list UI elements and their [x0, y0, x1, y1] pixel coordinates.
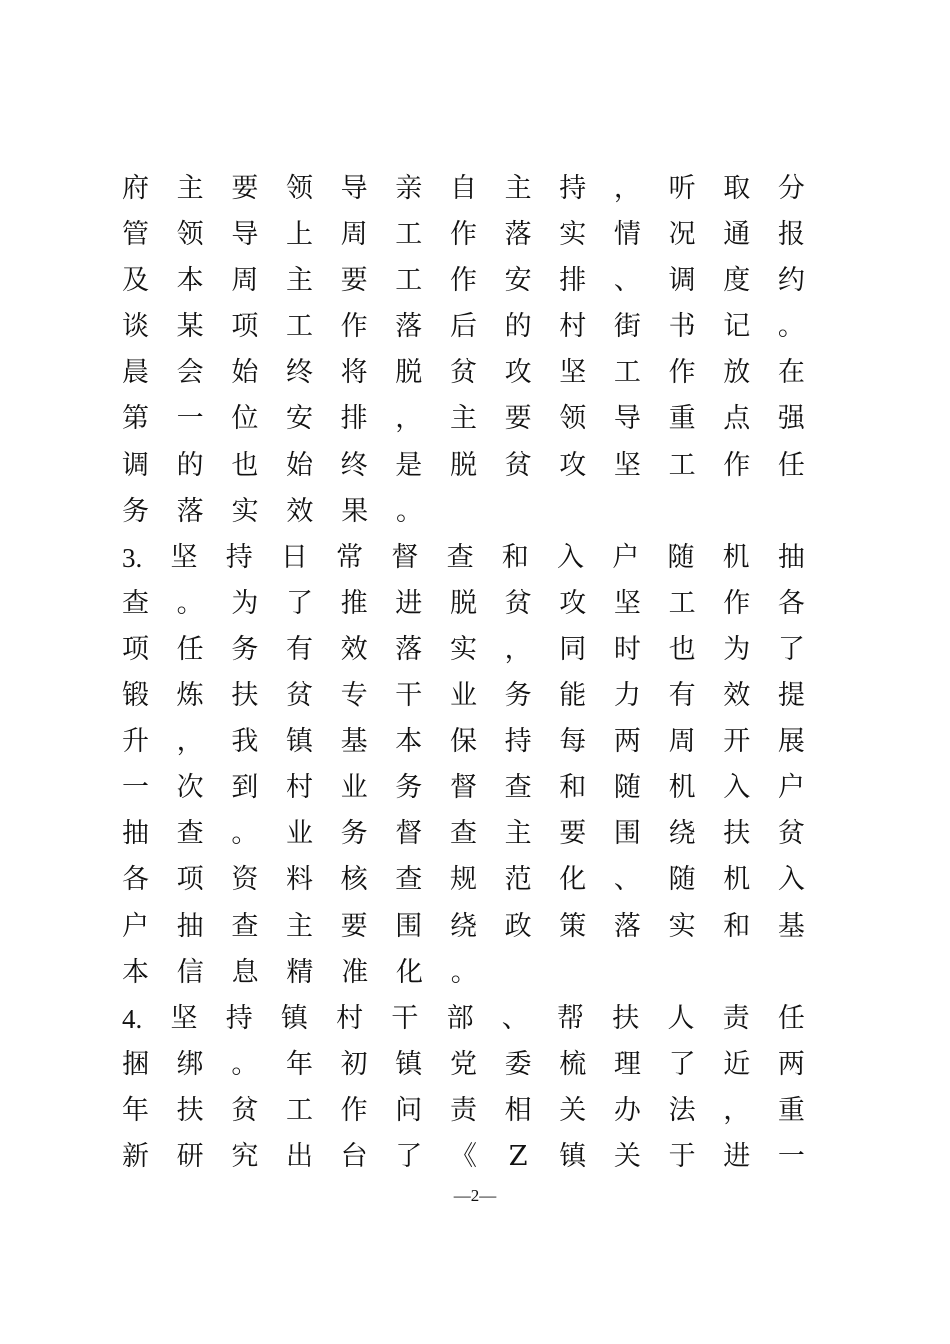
page-number: —2— [453, 1186, 497, 1205]
text-line: 项 任 务 有 效 落 实 ， 同 时 也 为 了 [122, 633, 805, 665]
text-line: 府 主 要 领 导 亲 自 主 持 ， 听 取 分 [122, 173, 805, 204]
text-line: 一 次 到 村 业 务 督 查 和 随 机 入 户 [122, 772, 805, 804]
text-line: 务 落 实 效 果 。 [122, 495, 423, 527]
text-line: 本 信 息 精 准 化 。 [122, 956, 478, 988]
text-line: 新 研 究 出 台 了 《 Z 镇 关 于 进 一 [122, 1140, 805, 1172]
text-line: 锻 炼 扶 贫 专 干 业 务 能 力 有 效 提 [122, 680, 805, 712]
text-line: 升 ， 我 镇 基 本 保 持 每 两 周 开 展 [122, 726, 805, 758]
body-text [122, 166, 805, 1180]
text-line: 抽 查 。 业 务 督 查 主 要 围 绕 扶 贫 [122, 818, 805, 850]
text-line: 捆 绑 。 年 初 镇 党 委 梳 理 了 近 两 [122, 1048, 805, 1080]
text-line: 各 项 资 料 核 查 规 范 化 、 随 机 入 [122, 864, 805, 896]
text-line: 及 本 周 主 要 工 作 安 排 、 调 度 约 [122, 265, 805, 297]
text-line: 谈 某 项 工 作 落 后 的 村 街 书 记 。 [122, 311, 805, 343]
text-line: 年 扶 贫 工 作 问 责 相 关 办 法 ， 重 [122, 1094, 805, 1126]
text-line: 查 。 为 了 推 进 脱 贫 攻 坚 工 作 各 [122, 587, 805, 619]
text-line: 3. 坚 持 日 常 督 查 和 入 户 随 机 抽 [122, 541, 805, 573]
text-line: 调 的 也 始 终 是 脱 贫 攻 坚 工 作 任 [122, 449, 805, 481]
text-line: 户 抽 查 主 要 围 绕 政 策 落 实 和 基 [122, 910, 805, 942]
text-line: 4. 坚 持 镇 村 干 部 、 帮 扶 人 责 任 [122, 1002, 805, 1034]
text-line: 第 一 位 安 排 ， 主 要 领 导 重 点 强 [122, 403, 805, 435]
text-line: 晨 会 始 终 将 脱 贫 攻 坚 工 作 放 在 [122, 357, 805, 389]
text-line: 管 领 导 上 周 工 作 落 实 情 况 通 报 [122, 219, 805, 251]
